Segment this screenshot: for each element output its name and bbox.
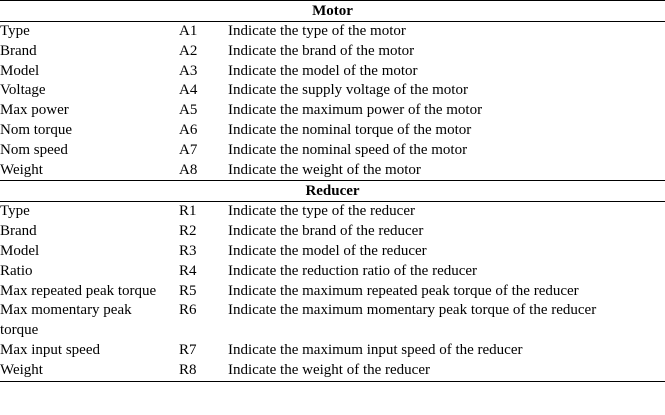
param-code: A8	[179, 161, 198, 178]
table-row	[0, 202, 665, 222]
param-code: R2	[179, 223, 197, 240]
table-row	[0, 81, 665, 101]
table-body	[0, 1, 665, 382]
param-code: R3	[179, 242, 197, 259]
param-description: Indicate the brand of the reducer	[228, 223, 424, 240]
param-description: Indicate the weight of the motor	[228, 161, 421, 178]
param-name: Model	[0, 242, 40, 259]
param-description: Indicate the maximum repeated peak torque of the reducer	[228, 282, 579, 299]
param-code: A6	[179, 121, 198, 138]
param-description: Indicate the nominal speed of the motor	[228, 141, 468, 158]
param-description: Indicate the maximum power of the motor	[228, 102, 483, 119]
param-code: A7	[179, 141, 198, 158]
table-row	[0, 301, 665, 341]
param-description: Indicate the type of the reducer	[228, 203, 415, 220]
param-code: R6	[179, 302, 197, 319]
param-name: Voltage	[0, 82, 46, 99]
param-name: Brand	[0, 42, 37, 59]
section-title-motor: Motor	[0, 1, 665, 22]
section-title-reducer: Reducer	[0, 181, 665, 202]
param-code: R4	[179, 262, 197, 279]
param-description: Indicate the maximum input speed of the reducer	[228, 341, 523, 358]
section-header-motor	[0, 1, 665, 22]
param-description: Indicate the nominal torque of the motor	[228, 121, 472, 138]
param-name: Type	[0, 23, 30, 39]
param-name: Max momentary peak torque	[0, 302, 132, 339]
table-row	[0, 222, 665, 242]
param-description: Indicate the model of the reducer	[228, 242, 427, 259]
param-name: Nom torque	[0, 121, 73, 138]
table-row	[0, 101, 665, 121]
param-description: Indicate the maximum momentary peak torque of the reducer	[228, 302, 597, 319]
param-name: Weight	[0, 161, 43, 178]
param-description: Indicate the reduction ratio of the reducer	[228, 262, 478, 279]
param-code: R7	[179, 341, 197, 358]
param-name: Max repeated peak torque	[0, 282, 157, 299]
param-description: Indicate the type of the motor	[228, 23, 406, 39]
param-description: Indicate the model of the motor	[228, 62, 418, 79]
param-name: Brand	[0, 223, 37, 240]
param-name: Weight	[0, 361, 179, 381]
table-row	[0, 161, 665, 181]
table-row	[0, 282, 665, 302]
param-name: Type	[0, 203, 30, 220]
param-description: Indicate the brand of the motor	[228, 42, 415, 59]
table-row	[0, 242, 665, 262]
param-name: Max power	[0, 102, 69, 119]
table-row	[0, 42, 665, 62]
param-name: Max input speed	[0, 341, 100, 358]
table-row	[0, 341, 665, 361]
param-description: Indicate the supply voltage of the motor	[228, 82, 468, 99]
table-row	[0, 262, 665, 282]
param-name: Ratio	[0, 262, 33, 279]
param-code: A5	[179, 102, 198, 119]
param-name: Model	[0, 62, 40, 79]
table-row	[0, 141, 665, 161]
param-code: R1	[179, 203, 197, 220]
table-row	[0, 361, 665, 381]
table-row	[0, 62, 665, 82]
param-code: A4	[179, 82, 198, 99]
table-row	[0, 121, 665, 141]
param-description: Indicate the weight of the reducer	[228, 361, 665, 381]
param-code: R5	[179, 282, 197, 299]
section-header-reducer	[0, 181, 665, 202]
param-code: A1	[179, 23, 198, 39]
table-row	[0, 22, 665, 42]
param-code: A3	[179, 62, 198, 79]
param-code: A2	[179, 42, 198, 59]
param-code: R8	[179, 361, 228, 381]
param-name: Nom speed	[0, 141, 68, 158]
